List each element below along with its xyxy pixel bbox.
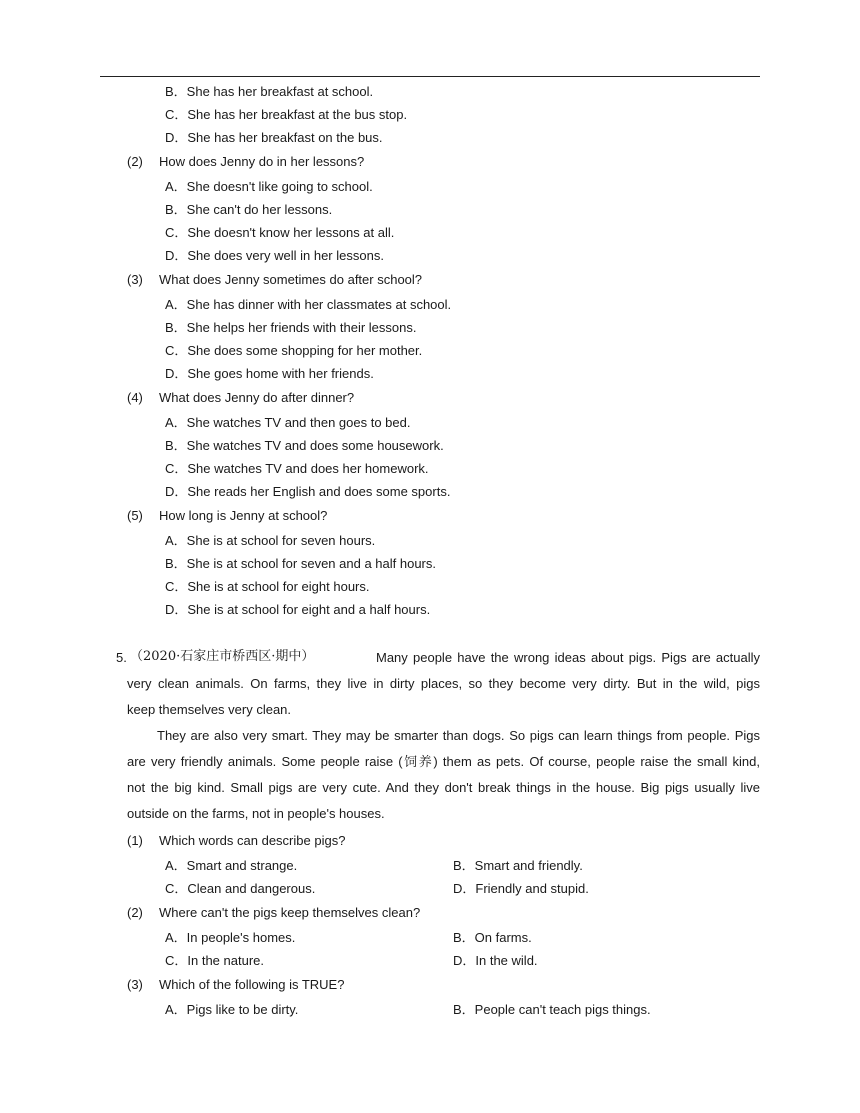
passage-line: outside on the farms, not in people's houses. — [127, 806, 385, 821]
option-letter: B． — [165, 84, 187, 99]
question-number: (4) — [127, 390, 143, 405]
option-item — [165, 415, 410, 431]
option-letter: C． — [165, 579, 188, 594]
question-text: Which of the following is TRUE? — [159, 977, 345, 992]
passage-line: keep themselves very clean. — [127, 702, 292, 717]
question-number: (5) — [127, 508, 143, 523]
option-text: She does some shopping for her mother. — [187, 343, 423, 358]
option-letter: A． — [165, 1002, 187, 1017]
option-text: She is at school for eight and a half hours. — [187, 602, 431, 617]
option-item — [165, 881, 315, 897]
option-letter: C． — [165, 461, 188, 476]
question-text: What does Jenny sometimes do after school? — [159, 272, 423, 287]
option-item — [165, 556, 436, 572]
option-letter: D． — [165, 248, 188, 263]
option-text: In the nature. — [187, 953, 265, 968]
question-number: (2) — [127, 905, 143, 920]
option-item — [165, 602, 430, 618]
option-text: She has her breakfast at the bus stop. — [187, 107, 408, 122]
header-rule — [100, 76, 760, 77]
passage-line: Many people have the wrong ideas about pigs. Pigs are actually — [376, 650, 760, 665]
question-number: (2) — [127, 154, 143, 169]
option-letter: C． — [165, 881, 188, 896]
option-text: In people's homes. — [186, 930, 296, 945]
passage-line: They are also very smart. They may be smarter than dogs. So pigs can learn things from people. Pigs — [157, 728, 760, 743]
option-item — [165, 858, 297, 874]
option-text: Clean and dangerous. — [187, 881, 316, 896]
option-q4-1-c — [165, 107, 407, 123]
passage-line: are very friendly animals. Some people raise (饲养) them as pets. Of course, people raise the small kind, — [127, 754, 760, 769]
option-text: She watches TV and does some housework. — [186, 438, 444, 453]
option-text: She does very well in her lessons. — [187, 248, 384, 263]
question-text: What does Jenny do after dinner? — [159, 390, 355, 405]
option-letter: D． — [165, 366, 188, 381]
option-text: She doesn't know her lessons at all. — [187, 225, 395, 240]
option-text: She watches TV and does her homework. — [187, 461, 429, 476]
option-item — [165, 579, 370, 595]
question-text: How long is Jenny at school? — [159, 508, 328, 523]
option-text: She has dinner with her classmates at school. — [186, 297, 452, 312]
option-text: She is at school for eight hours. — [187, 579, 370, 594]
option-item — [165, 248, 384, 264]
option-item — [453, 881, 589, 897]
option-item — [453, 858, 583, 874]
question-number: (3) — [127, 977, 143, 992]
option-item — [165, 484, 450, 500]
option-item — [165, 179, 373, 195]
option-text: She doesn't like going to school. — [186, 179, 373, 194]
question-number: (1) — [127, 833, 143, 848]
question-text: How does Jenny do in her lessons? — [159, 154, 365, 169]
question-text: Where can't the pigs keep themselves clean? — [159, 905, 421, 920]
option-text: Smart and strange. — [186, 858, 298, 873]
option-text: She watches TV and then goes to bed. — [186, 415, 411, 430]
option-letter: C． — [165, 225, 188, 240]
option-letter: D． — [165, 602, 188, 617]
option-letter: B． — [165, 556, 187, 571]
option-text: Smart and friendly. — [474, 858, 583, 873]
option-text: She has her breakfast at school. — [186, 84, 374, 99]
option-letter: C． — [165, 343, 188, 358]
option-text: She can't do her lessons. — [186, 202, 333, 217]
option-item — [165, 343, 422, 359]
option-letter: D． — [165, 484, 188, 499]
passage-line: not the big kind. Small pigs are very cute. And they don't break things in the house. Big pigs usually live — [127, 780, 760, 795]
option-text: Friendly and stupid. — [475, 881, 589, 896]
option-text: On farms. — [474, 930, 532, 945]
option-text: She goes home with her friends. — [187, 366, 374, 381]
option-text: People can't teach pigs things. — [474, 1002, 651, 1017]
option-item — [165, 533, 375, 549]
option-letter: B． — [453, 858, 475, 873]
option-letter: C． — [165, 107, 188, 122]
option-letter: B． — [453, 1002, 475, 1017]
option-item — [165, 1002, 298, 1018]
option-letter: A． — [165, 533, 187, 548]
option-item — [165, 461, 429, 477]
option-item — [453, 953, 538, 969]
option-text: In the wild. — [475, 953, 538, 968]
option-letter: A． — [165, 297, 187, 312]
option-letter: B． — [453, 930, 475, 945]
question-text: Which words can describe pigs? — [159, 833, 346, 848]
option-letter: C． — [165, 953, 188, 968]
option-item — [165, 438, 444, 454]
option-letter: B． — [165, 438, 187, 453]
option-text: She reads her English and does some sports. — [187, 484, 451, 499]
option-letter: A． — [165, 858, 187, 873]
option-item — [165, 930, 295, 946]
option-text: She is at school for seven hours. — [186, 533, 376, 548]
option-item — [165, 297, 451, 313]
option-item — [165, 953, 264, 969]
option-item — [165, 320, 416, 336]
option-letter: D． — [453, 953, 476, 968]
option-text: She is at school for seven and a half hours. — [186, 556, 436, 571]
question-number: (3) — [127, 272, 143, 287]
option-text: Pigs like to be dirty. — [186, 1002, 299, 1017]
option-q4-1-d — [165, 130, 383, 146]
option-letter: A． — [165, 415, 187, 430]
option-letter: D． — [165, 130, 188, 145]
option-letter: B． — [165, 320, 187, 335]
option-letter: D． — [453, 881, 476, 896]
option-text: She has her breakfast on the bus. — [187, 130, 383, 145]
option-item — [453, 1002, 651, 1018]
option-text: She helps her friends with their lessons. — [186, 320, 417, 335]
option-letter: A． — [165, 930, 187, 945]
question-5-source: （2020·石家庄市桥西区·期中） — [130, 649, 315, 664]
option-item — [165, 202, 332, 218]
option-q4-1-b — [165, 84, 373, 100]
option-letter: A． — [165, 179, 187, 194]
option-item — [453, 930, 532, 946]
option-letter: B． — [165, 202, 187, 217]
question-5-number: 5. — [116, 650, 127, 665]
option-item — [165, 225, 394, 241]
option-item — [165, 366, 374, 382]
passage-line: very clean animals. On farms, they live in dirty places, so they become very dirty. But in the wild, pigs — [127, 676, 760, 691]
